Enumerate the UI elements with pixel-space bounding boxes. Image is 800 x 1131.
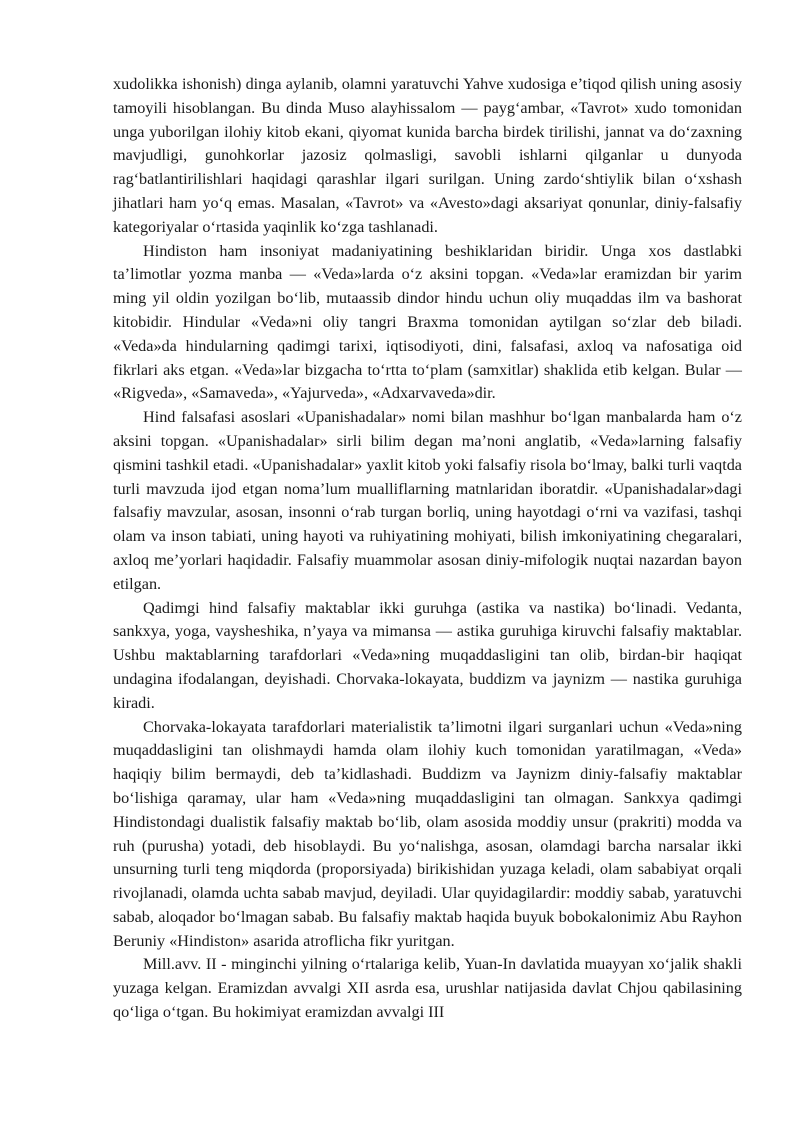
document-page <box>113 73 742 1025</box>
paragraph-chorvaka-lokayata: Chorvaka-lokayata tarafdorlari materialistik ta’limotni ilgari surganlari uchun «Veda»ning muqaddasligini tan olishmaydi hamda olam ilohiy kuch tomonidan yaratilmagan, «Veda» haqiqiy bilim bermaydi, deb ta’kidlashadi. Buddizm va Jaynizm diniy-falsafiy maktablar bo‘lishiga qaramay, ular ham «Veda»ning muqaddasligini tan olmagan. Sankxya qadimgi Hindistondagi dualistik falsafiy maktab bo‘lib, olam asosida moddiy unsur (prakriti) modda va ruh (purusha) yotadi, deb hisoblaydi. Bu yo‘nalishga, asosan, olamdagi barcha narsalar ikki unsurning turli teng miqdorda (proporsiyada) birikishidan yuzaga keladi, olam sababiyat orqali rivojlanadi, olamda uchta sabab mavjud, deyiladi. Ular quyidagilardir: moddiy sabab, yaratuvchi sabab, aloqador bo‘lmagan sabab. Bu falsafiy maktab haqida buyuk bobokalonimiz Abu Rayhon Beruniy «Hindiston» asarida atroflicha fikr yuritgan. <box>113 717 742 950</box>
paragraph-hindiston: Hindiston ham insoniyat madaniyatining beshiklaridan biridir. Unga xos dastlabki ta’limotlar yozma manba — «Veda»larda o‘z aksini topgan. «Veda»lar eramizdan bir yarim ming yil oldin yozilgan bo‘lib, mutaassib dindor hindu uchun oliy muqaddas ilm va bashorat kitobidir. Hindular «Veda»ni oliy tangri Braxma tomonidan aytilgan so‘zlar deb biladi. «Veda»da hindularning qadimgi tarixi, iqtisodiyoti, dini, falsafasi, axloq va nafosatiga oid fikrlari aks etgan. «Veda»lar bizgacha to‘rtta to‘plam (samxitlar) shaklida etib kelgan. Bular — «Rigveda», «Samaveda», «Yajurveda», «Adxarvaveda»dir. <box>113 241 742 403</box>
paragraph-maktablar: Qadimgi hind falsafiy maktablar ikki guruhga (astika va nastika) bo‘linadi. Vedanta, sankxya, yoga, vaysheshika, n’yaya va mimansa — astika guruhiga kiruvchi falsafiy maktablar. Ushbu maktablarning tarafdorlari «Veda»ning muqaddasligini tan olib, birdan-bir haqiqat undagina ifodalangan, deyishadi. Chorvaka-lokayata, buddizm va jaynizm — nastika guruhiga kiradi. <box>113 598 742 712</box>
paragraph-continuation: xudolikka ishonish) dinga aylanib, olamni yaratuvchi Yahve xudosiga e’tiqod qilish uning asosiy tamoyili hisoblangan. Bu dinda Muso alayhissalom — payg‘ambar, «Tavrot» xudo tomonidan unga yuborilgan ilohiy kitob ekani, qiyomat kunida barcha birdek tirilishi, jannat va do‘zaxning mavjudligi, gunohkorlar jazosiz qolmasligi, savobli ishlarni qilganlar u dunyoda rag‘batlantirilishlari haqidagi qarashlar ilgari surilgan. Uning zardo‘shtiylik bilan o‘xshash jihatlari ham yo‘q emas. Masalan, «Tavrot» va «Avesto»dagi aksariyat qonunlar, diniy-falsafiy kategoriyalar o‘rtasida yaqinlik ko‘zga tashlanadi. <box>113 75 742 236</box>
paragraph-xitoy: Mill.avv. II - minginchi yilning o‘rtalariga kelib, Yuan-In davlatida muayyan xo‘jalik shakli yuzaga kelgan. Eramizdan avvalgi XII asrda esa, urushlar natijasida davlat Chjou qabilasining qo‘liga o‘tgan. Bu hokimiyat eramizdan avvalgi III <box>113 955 742 1022</box>
paragraph-upanishadalar: Hind falsafasi asoslari «Upanishadalar» nomi bilan mashhur bo‘lgan manbalarda ham o‘z aksini topgan. «Upanishadalar» sirli bilim degan ma’noni anglatib, «Veda»larning falsafiy qismini tashkil etadi. «Upanishadalar» yaxlit kitob yoki falsafiy risola bo‘lmay, balki turli vaqtda turli mavzuda ijod etgan noma’lum mualliflarning matnlaridan iboratdir. «Upanishadalar»dagi falsafiy mavzular, asosan, insonni o‘rab turgan borliq, uning hayotdagi o‘rni va vazifasi, tashqi olam va inson tabiati, uning hayoti va ruhiyatining mohiyati, bilish imkoniyatining chegaralari, axloq me’yorlari haqidadir. Falsafiy muammolar asosan diniy-mifologik nuqtai nazardan bayon etilgan. <box>113 408 742 593</box>
